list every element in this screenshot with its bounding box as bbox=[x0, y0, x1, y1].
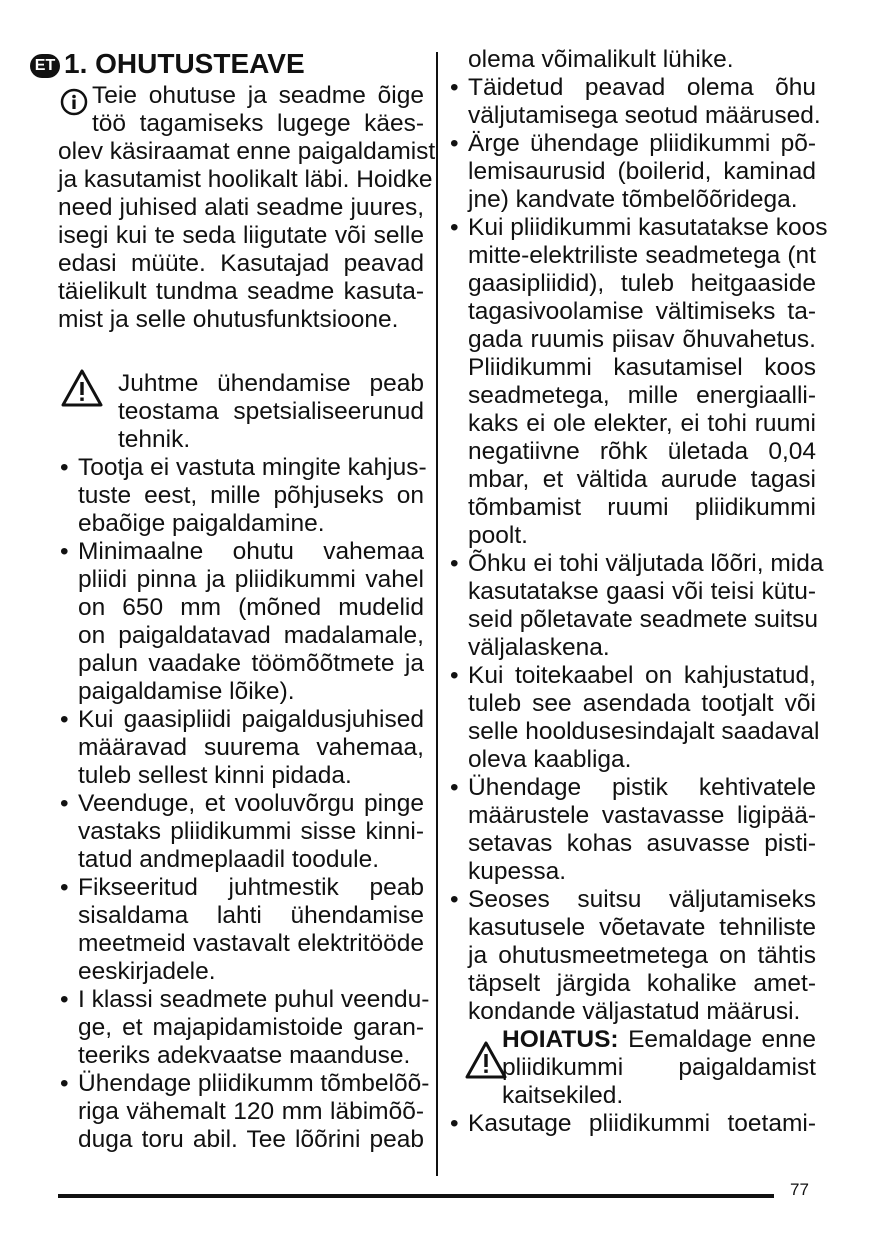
bullet-line: tuleb sellest kinni pidada. bbox=[78, 762, 352, 789]
bullet-line: setavas kohas asuvasse pisti- bbox=[468, 830, 816, 857]
bullet-line: kasutusele võetavate tehniliste bbox=[468, 914, 816, 941]
intro-line: mist ja selle ohutusfunktsioone. bbox=[58, 306, 399, 333]
bullet-item: • Täidetud peavad olema õhu bbox=[448, 74, 816, 102]
bullet-item: • Ärge ühendage pliidikummi põ- bbox=[448, 130, 816, 158]
bullet-item: • Kasutage pliidikummi toetami- bbox=[448, 1110, 816, 1138]
warning-label: HOIATUS: bbox=[502, 1026, 619, 1053]
warning-line: kaitsekiled. bbox=[502, 1082, 624, 1109]
bullet-item: • Õhku ei tohi väljutada lõõri, mida bbox=[448, 550, 816, 578]
bullet-line: on paigaldatavad madalamale, bbox=[78, 622, 424, 649]
bullet-item: • Fikseeritud juhtmestik peab bbox=[58, 874, 424, 902]
bullet-line: teeriks adekvaatse maanduse. bbox=[78, 1042, 411, 1069]
intro-line: olev käsiraamat enne paigaldamist bbox=[58, 138, 436, 165]
bullet-line: gada ruumis piisav õhuvahetus. bbox=[468, 326, 816, 353]
language-badge: ET bbox=[30, 54, 60, 78]
bullet-item: • Seoses suitsu väljutamiseks bbox=[448, 886, 816, 914]
bullet-line: palun vaadake töömõõtmete ja bbox=[78, 650, 424, 677]
bullet-line: kasutatakse gaasi või teisi kütu- bbox=[468, 578, 816, 605]
bullet-item: • Kui pliidikummi kasutatakse koos bbox=[448, 214, 816, 242]
bullet-line: lemisaurusid (boilerid, kaminad bbox=[468, 158, 816, 185]
bullet-line: tatud andmeplaadil toodule. bbox=[78, 846, 380, 873]
bullet-line: on 650 mm (mõned mudelid bbox=[78, 594, 424, 621]
bullet-line: mbar, et vältida aurude tagasi bbox=[468, 466, 816, 493]
bullet-line: vastaks pliidikummi sisse kinni- bbox=[78, 818, 424, 845]
right-column bbox=[448, 46, 828, 1138]
bullet-line: tõmbamist ruumi pliidikummi bbox=[468, 494, 816, 521]
warning-icon bbox=[60, 368, 104, 408]
bullet-line: seadmetega, mille energiaalli- bbox=[468, 382, 816, 409]
bullet-item: • I klassi seadmete puhul veendu- bbox=[58, 986, 424, 1014]
bullet-line: eeskirjadele. bbox=[78, 958, 216, 985]
bullet-item: • Veenduge, et vooluvõrgu pinge bbox=[58, 790, 424, 818]
bullet-item: • Kui gaasipliidi paigaldusjuhised bbox=[58, 706, 424, 734]
bullet-line: paigaldamise lõike). bbox=[78, 678, 295, 705]
intro-line: töö tagamiseks lugege käes- bbox=[92, 110, 424, 137]
warning-text: Eemaldage enne bbox=[618, 1026, 816, 1053]
bullet-line: poolt. bbox=[468, 522, 528, 549]
page-number: 77 bbox=[790, 1180, 809, 1199]
intro-line: Teie ohutuse ja seadme õige bbox=[92, 82, 424, 109]
bullet-line: negatiivne rõhk ületada 0,04 bbox=[468, 438, 816, 465]
bullet-item: • Minimaalne ohutu vahemaa bbox=[58, 538, 424, 566]
warning-line: teostama spetsialiseerunud bbox=[118, 398, 424, 425]
column-divider bbox=[436, 52, 438, 1176]
intro-line: edasi müüte. Kasutajad peavad bbox=[58, 250, 424, 277]
bullet-line: sisaldama lahti ühendamise bbox=[78, 902, 424, 929]
bullet-line: ge, et majapidamistoide garan- bbox=[78, 1014, 424, 1041]
bullet-line: täpselt järgida kohalike amet- bbox=[468, 970, 816, 997]
bullet-line: selle hooldusesindajalt saadaval bbox=[468, 718, 820, 745]
bullet-line: kondande väljastatud määrusi. bbox=[468, 998, 801, 1025]
left-column bbox=[34, 46, 436, 1154]
info-icon bbox=[60, 88, 88, 116]
bullet-line: meetmeid vastavalt elektritööde bbox=[78, 930, 424, 957]
section-title-text: 1. OHUTUSTEAVE bbox=[64, 48, 305, 79]
intro-line: ja kasutamist hoolikalt läbi. Hoidke bbox=[58, 166, 433, 193]
bullet-item: • Ühendage pliidikumm tõmbelõõ- bbox=[58, 1070, 424, 1098]
intro-line: need juhised alati seadme juures, bbox=[58, 194, 424, 221]
bullet-line: Pliidikummi kasutamisel koos bbox=[468, 354, 816, 381]
warning-icon bbox=[464, 1040, 508, 1080]
bullet-line: ja ohutusmeetmetega on tähtis bbox=[468, 942, 816, 969]
bullet-line: väljalaskena. bbox=[468, 634, 610, 661]
intro-line: täielikult tundma seadme kasuta- bbox=[58, 278, 424, 305]
bullet-line: gaasipliidid), tuleb heitgaaside bbox=[468, 270, 816, 297]
warning-line: Juhtme ühendamise peab bbox=[118, 370, 424, 397]
bullet-line: väljutamisega seotud määrused. bbox=[468, 102, 821, 129]
bullet-line: tagasivoolamise vältimiseks ta- bbox=[468, 298, 816, 325]
bullet-line: seid põletavate seadmete suitsu bbox=[468, 606, 819, 633]
bullet-line: mitte-elektriliste seadmetega (nt bbox=[468, 242, 816, 269]
bullet-line: pliidi pinna ja pliidikummi vahel bbox=[78, 566, 424, 593]
bullet-line: duga toru abil. Tee lõõrini peab bbox=[78, 1126, 424, 1153]
intro-line: isegi kui te seda liigutate või selle bbox=[58, 222, 424, 249]
bullet-line: määravad suurema vahemaa, bbox=[78, 734, 424, 761]
section-title bbox=[34, 46, 424, 82]
bullet-line: kaks ei ole elekter, ei tohi ruumi bbox=[468, 410, 816, 437]
warning-line: pliidikummi paigaldamist bbox=[502, 1054, 816, 1081]
warning-line: tehnik. bbox=[118, 426, 191, 453]
bullet-line: ebaõige paigaldamine. bbox=[78, 510, 325, 537]
bullet-line: oleva kaabliga. bbox=[468, 746, 632, 773]
bullet-line: olema võimalikult lühike. bbox=[468, 46, 734, 73]
bullet-line: jne) kandvate tõmbelõõridega. bbox=[468, 186, 798, 213]
bullet-line: tuste eest, mille põhjuseks on bbox=[78, 482, 424, 509]
bullet-item: • Tootja ei vastuta mingite kahjus- bbox=[58, 454, 424, 482]
bullet-line: tuleb see asendada tootjalt või bbox=[468, 690, 816, 717]
bullet-item: • Ühendage pistik kehtivatele bbox=[448, 774, 816, 802]
footer-rule bbox=[58, 1194, 774, 1198]
bullet-item: • Kui toitekaabel on kahjustatud, bbox=[448, 662, 816, 690]
bullet-line: kupessa. bbox=[468, 858, 567, 885]
bullet-line: määrustele vastavasse ligipää- bbox=[468, 802, 816, 829]
bullet-line: riga vähemalt 120 mm läbimõõ- bbox=[78, 1098, 424, 1125]
